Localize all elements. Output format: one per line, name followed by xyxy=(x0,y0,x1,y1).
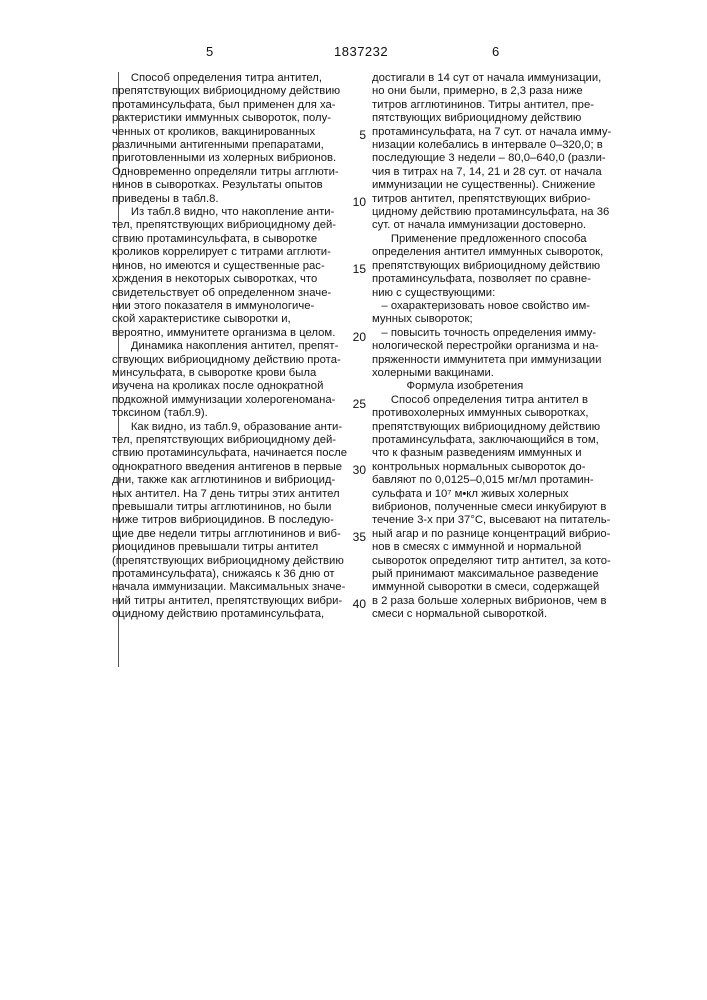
text-line: сульфата и 10⁷ м•кл живых холерных xyxy=(372,487,569,500)
text-line: (препятствующих вибриоцидному действию xyxy=(112,554,344,567)
text-line: иммунизации не существенны). Снижение xyxy=(372,179,596,192)
right-text-column xyxy=(372,72,634,622)
text-line: Формула изобретения xyxy=(372,380,524,393)
text-line: тел, препятствующих вибриоцидному дей- xyxy=(112,433,337,446)
text-line: риоцидинов превышали титры антител xyxy=(112,541,319,554)
text-line: Способ определения титра антител в xyxy=(372,393,589,406)
text-line: препятствующих вибриоцидному действию xyxy=(372,259,601,272)
text-line: протаминсульфата, позволяет по сравне- xyxy=(372,273,591,286)
text-line: нов в смесях с иммунной и нормальной xyxy=(372,541,582,554)
text-line: ний титры антител, препятствующих вибри- xyxy=(112,594,343,607)
text-line: последующие 3 недели – 80,0–640,0 (разли- xyxy=(372,152,606,165)
text-line: цидному действию протаминсульфата, на 36 xyxy=(372,206,610,219)
text-line: ствующих вибриоцидному действию прота- xyxy=(112,353,341,366)
text-line: ствию протаминсульфата, начинается после xyxy=(112,447,348,460)
line-number: 10 xyxy=(352,195,366,209)
text-line: Из табл.8 видно, что накопление анти- xyxy=(112,206,335,219)
text-line: ченных от кроликов, вакцинированных xyxy=(112,125,316,138)
text-line: бавляют по 0,0125–0,015 мг/мл протамин- xyxy=(372,474,594,487)
text-line: холерными вакцинами. xyxy=(372,366,494,379)
text-line: дни, также как агглютининов и вибриоцид- xyxy=(112,474,336,487)
page-number-left: 5 xyxy=(206,44,214,59)
text-line: ных антител. На 7 день титры этих антител xyxy=(112,487,340,500)
line-number: 30 xyxy=(352,463,366,477)
text-line: что к фазным разведениям иммунных и xyxy=(372,447,582,460)
text-line: препятствующих вибриоцидному действию xyxy=(112,85,341,98)
text-line: контрольных нормальных сывороток до- xyxy=(372,460,586,473)
text-line: приведены в табл.8. xyxy=(112,192,219,205)
text-line: нии этого показателя в иммунологиче- xyxy=(112,299,315,312)
text-line: ской характеристике сыворотки и, xyxy=(112,313,291,326)
text-line: течение 3-х при 37°C, высевают на питатель- xyxy=(372,514,611,527)
text-line: нинов в сыворотках. Результаты опытов xyxy=(112,179,323,192)
text-line: сут. от начала иммунизации достоверно. xyxy=(372,219,587,232)
text-line: Динамика накопления антител, препят- xyxy=(112,340,339,353)
text-line: препятствующих вибриоцидному действию xyxy=(372,420,601,433)
text-line: Одновременно определяли титры агглюти- xyxy=(112,165,339,178)
text-line: протаминсульфата, был применен для ха- xyxy=(112,98,336,111)
text-line: достигали в 14 сут от начала иммунизации, xyxy=(372,72,602,84)
text-line: однократного введения антигенов в первые xyxy=(112,460,343,473)
text-line: чия в титрах на 7, 14, 21 и 28 сут. от начала xyxy=(372,165,602,178)
text-line: сывороток определяют титр антител, за кото- xyxy=(372,554,611,567)
text-line: рактеристики иммунных сывороток, полу- xyxy=(112,112,332,125)
text-line: токсином (табл.9). xyxy=(112,407,208,420)
text-line: ствию протаминсульфата, в сыворотке xyxy=(112,232,318,245)
text-line: пятствующих вибриоцидному действию xyxy=(372,112,582,125)
line-number: 15 xyxy=(352,262,366,276)
page-number-right: 6 xyxy=(492,44,500,59)
text-line: свидетельствует об определенном значе- xyxy=(112,286,332,299)
text-line: нологической перестройки организма и на- xyxy=(372,340,599,353)
text-line: вибрионов, полученные смеси инкубируют в xyxy=(372,501,607,513)
line-number: 35 xyxy=(352,530,366,544)
text-line: – повысить точность определения имму- xyxy=(372,326,597,339)
text-line: изучена на кроликах после однократной xyxy=(112,380,324,393)
text-line: низации колебались в интервале 0–320,0; в xyxy=(372,139,603,152)
text-line: но они были, примерно, в 2,3 раза ниже xyxy=(372,85,583,98)
text-line: Применение предложенного способа xyxy=(372,232,587,245)
text-line: ниже титров вибриоцидинов. В последую- xyxy=(112,514,334,527)
text-line: Способ определения титра антител, xyxy=(112,72,323,84)
text-line: хождения в некоторых сыворотках, что xyxy=(112,273,318,286)
text-line: превышали титры агглютининов, но были xyxy=(112,501,332,513)
line-number: 25 xyxy=(352,397,366,411)
text-line: тел, препятствующих вибриоцидному дей- xyxy=(112,219,337,232)
line-number: 20 xyxy=(352,330,366,344)
text-line: титров агглютининов. Титры антител, пре- xyxy=(372,98,594,111)
text-line: начала иммунизации. Максимальных значе- xyxy=(112,581,346,594)
text-line: Как видно, из табл.9, образование анти- xyxy=(112,420,343,433)
text-line: – охарактеризовать новое свойство им- xyxy=(372,299,590,312)
text-line: пряженности иммунитета при иммунизации xyxy=(372,353,602,366)
line-number: 40 xyxy=(352,597,366,611)
text-line: мунных сывороток; xyxy=(372,313,473,326)
text-line: смеси с нормальной сывороткой. xyxy=(372,608,548,621)
text-line: протаминсульфата, на 7 сут. от начала имму- xyxy=(372,125,612,138)
text-line: противохолерных иммунных сыворотках, xyxy=(372,407,589,420)
text-line: титров антител, препятствующих вибрио- xyxy=(372,192,591,205)
left-text-column xyxy=(112,72,348,622)
text-line: щие две недели титры агглютининов и виб- xyxy=(112,527,341,540)
text-line: вероятно, иммунитете организма в целом. xyxy=(112,326,336,339)
text-line: протаминсульфата, заключающийся в том, xyxy=(372,433,599,446)
line-number: 5 xyxy=(359,128,366,142)
text-line: иммунной сыворотки в смеси, содержащей xyxy=(372,581,600,594)
text-line: кроликов коррелирует с титрами агглюти- xyxy=(112,246,331,259)
text-line: рый принимают максимальное разведение xyxy=(372,568,599,581)
text-line: протаминсульфата), снижаясь к 36 дню от xyxy=(112,568,335,581)
text-line: нию с существующими: xyxy=(372,286,496,299)
text-line: приготовленными из холерных вибрионов. xyxy=(112,152,337,165)
text-line: оцидному действию протаминсульфата, xyxy=(112,608,325,621)
text-line: определения антител иммунных сывороток, xyxy=(372,246,604,259)
text-line: различными антигенными препаратами, xyxy=(112,139,324,152)
text-line: ный агар и по разнице концентраций вибрио- xyxy=(372,527,611,540)
patent-number: 1837232 xyxy=(334,44,389,59)
text-line: минсульфата, в сыворотке крови была xyxy=(112,366,317,379)
text-line: в 2 раза больше холерных вибрионов, чем в xyxy=(372,594,607,607)
text-line: нинов, но имеются и существенные рас- xyxy=(112,259,325,272)
text-line: подкожной иммунизации холерогеномана- xyxy=(112,393,336,406)
